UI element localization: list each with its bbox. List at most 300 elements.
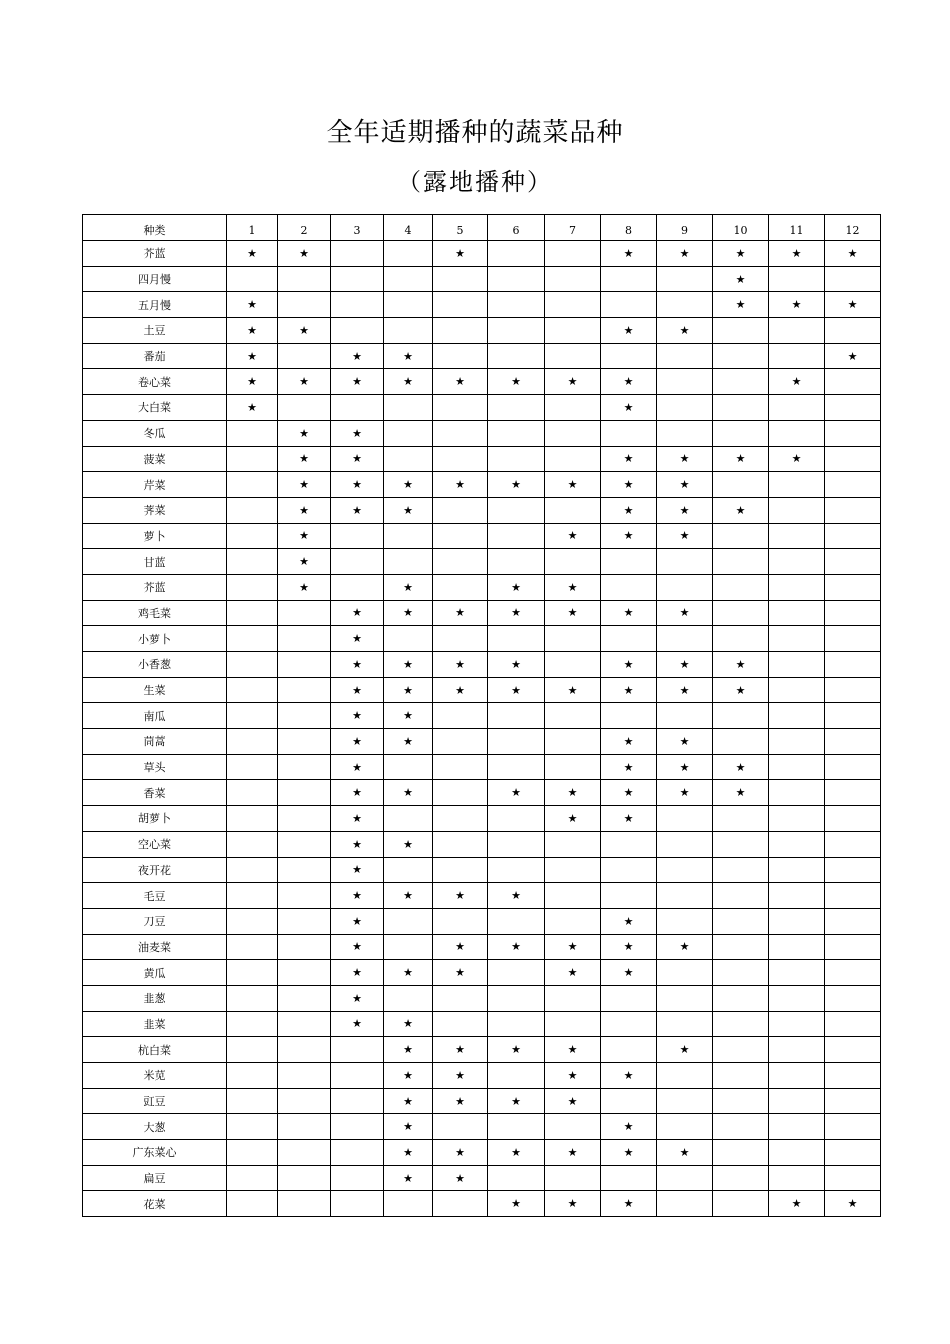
sowing-star-icon: ★ [657, 1140, 713, 1166]
empty-cell [713, 934, 769, 960]
empty-cell [601, 420, 657, 446]
empty-cell [331, 266, 384, 292]
empty-cell [713, 831, 769, 857]
month-header: 6 [488, 215, 545, 241]
sowing-star-icon: ★ [657, 318, 713, 344]
empty-cell [825, 1165, 881, 1191]
empty-cell [657, 1114, 713, 1140]
empty-cell [825, 729, 881, 755]
vegetable-name: 草头 [83, 754, 227, 780]
sowing-star-icon: ★ [488, 652, 545, 678]
empty-cell [769, 549, 825, 575]
empty-cell [488, 292, 545, 318]
sowing-star-icon: ★ [769, 446, 825, 472]
sowing-star-icon: ★ [384, 883, 433, 909]
empty-cell [657, 343, 713, 369]
empty-cell [601, 549, 657, 575]
vegetable-name: 韭菜 [83, 1011, 227, 1037]
empty-cell [433, 831, 488, 857]
empty-cell [384, 934, 433, 960]
vegetable-name: 甘蓝 [83, 549, 227, 575]
empty-cell [488, 318, 545, 344]
empty-cell [825, 1011, 881, 1037]
sowing-star-icon: ★ [384, 960, 433, 986]
empty-cell [433, 626, 488, 652]
month-header: 11 [769, 215, 825, 241]
table-row [83, 420, 881, 446]
table-row [83, 626, 881, 652]
sowing-star-icon: ★ [384, 677, 433, 703]
vegetable-name: 萝卜 [83, 523, 227, 549]
sowing-star-icon: ★ [769, 292, 825, 318]
sowing-star-icon: ★ [384, 652, 433, 678]
empty-cell [488, 395, 545, 421]
empty-cell [227, 652, 278, 678]
empty-cell [227, 420, 278, 446]
vegetable-name: 番茄 [83, 343, 227, 369]
empty-cell [713, 420, 769, 446]
empty-cell [825, 420, 881, 446]
empty-cell [601, 1088, 657, 1114]
sowing-star-icon: ★ [384, 497, 433, 523]
empty-cell [278, 908, 331, 934]
sowing-star-icon: ★ [433, 677, 488, 703]
month-header: 2 [278, 215, 331, 241]
empty-cell [433, 266, 488, 292]
table-row [83, 446, 881, 472]
empty-cell [488, 1011, 545, 1037]
vegetable-name: 荠菜 [83, 497, 227, 523]
sowing-star-icon: ★ [433, 241, 488, 267]
empty-cell [227, 523, 278, 549]
empty-cell [769, 1165, 825, 1191]
empty-cell [278, 780, 331, 806]
sowing-star-icon: ★ [227, 292, 278, 318]
sowing-star-icon: ★ [227, 369, 278, 395]
sowing-star-icon: ★ [331, 626, 384, 652]
empty-cell [825, 600, 881, 626]
sowing-star-icon: ★ [601, 754, 657, 780]
table-row [83, 1140, 881, 1166]
sowing-star-icon: ★ [433, 1037, 488, 1063]
vegetable-name: 土豆 [83, 318, 227, 344]
empty-cell [488, 626, 545, 652]
vegetable-name: 小香葱 [83, 652, 227, 678]
empty-cell [545, 626, 601, 652]
empty-cell [825, 446, 881, 472]
empty-cell [227, 497, 278, 523]
empty-cell [384, 523, 433, 549]
empty-cell [433, 395, 488, 421]
sowing-star-icon: ★ [331, 754, 384, 780]
empty-cell [769, 934, 825, 960]
sowing-star-icon: ★ [713, 497, 769, 523]
empty-cell [227, 1011, 278, 1037]
empty-cell [545, 549, 601, 575]
empty-cell [278, 600, 331, 626]
sowing-star-icon: ★ [384, 1011, 433, 1037]
sowing-star-icon: ★ [825, 343, 881, 369]
sowing-star-icon: ★ [769, 369, 825, 395]
sowing-star-icon: ★ [601, 934, 657, 960]
empty-cell [769, 1063, 825, 1089]
sowing-star-icon: ★ [713, 446, 769, 472]
vegetable-name: 花菜 [83, 1191, 227, 1217]
sowing-star-icon: ★ [331, 472, 384, 498]
empty-cell [384, 292, 433, 318]
empty-cell [278, 677, 331, 703]
sowing-star-icon: ★ [488, 883, 545, 909]
sowing-star-icon: ★ [545, 934, 601, 960]
empty-cell [825, 266, 881, 292]
empty-cell [278, 831, 331, 857]
empty-cell [227, 472, 278, 498]
empty-cell [769, 523, 825, 549]
empty-cell [227, 883, 278, 909]
sowing-star-icon: ★ [331, 420, 384, 446]
empty-cell [657, 908, 713, 934]
empty-cell [331, 1063, 384, 1089]
vegetable-name: 南瓜 [83, 703, 227, 729]
empty-cell [384, 626, 433, 652]
page-title: 全年适期播种的蔬菜品种 [326, 118, 624, 148]
empty-cell [227, 1191, 278, 1217]
empty-cell [657, 806, 713, 832]
table-row [83, 1088, 881, 1114]
sowing-star-icon: ★ [384, 343, 433, 369]
sowing-star-icon: ★ [227, 395, 278, 421]
empty-cell [488, 420, 545, 446]
empty-cell [227, 831, 278, 857]
empty-cell [278, 806, 331, 832]
empty-cell [227, 549, 278, 575]
empty-cell [488, 343, 545, 369]
sowing-star-icon: ★ [488, 369, 545, 395]
sowing-star-icon: ★ [433, 1140, 488, 1166]
empty-cell [713, 857, 769, 883]
empty-cell [713, 1088, 769, 1114]
vegetable-name: 香菜 [83, 780, 227, 806]
empty-cell [769, 703, 825, 729]
sowing-star-icon: ★ [384, 574, 433, 600]
empty-cell [769, 266, 825, 292]
empty-cell [657, 1063, 713, 1089]
sowing-star-icon: ★ [331, 806, 384, 832]
empty-cell [227, 857, 278, 883]
sowing-star-icon: ★ [384, 1037, 433, 1063]
table-row [83, 343, 881, 369]
table-row [83, 831, 881, 857]
sowing-star-icon: ★ [488, 677, 545, 703]
sowing-star-icon: ★ [601, 395, 657, 421]
empty-cell [488, 266, 545, 292]
empty-cell [825, 1037, 881, 1063]
table-row [83, 369, 881, 395]
vegetable-name: 生菜 [83, 677, 227, 703]
sowing-star-icon: ★ [433, 1165, 488, 1191]
empty-cell [227, 960, 278, 986]
empty-cell [488, 1165, 545, 1191]
empty-cell [331, 1165, 384, 1191]
empty-cell [713, 343, 769, 369]
sowing-star-icon: ★ [384, 1165, 433, 1191]
table-row [83, 934, 881, 960]
empty-cell [278, 754, 331, 780]
table-row [83, 292, 881, 318]
empty-cell [601, 857, 657, 883]
sowing-star-icon: ★ [713, 780, 769, 806]
empty-cell [769, 985, 825, 1011]
sowing-star-icon: ★ [657, 652, 713, 678]
empty-cell [825, 985, 881, 1011]
sowing-star-icon: ★ [488, 1140, 545, 1166]
table-row [83, 574, 881, 600]
sowing-star-icon: ★ [601, 497, 657, 523]
empty-cell [545, 908, 601, 934]
sowing-star-icon: ★ [657, 600, 713, 626]
vegetable-name: 毛豆 [83, 883, 227, 909]
empty-cell [278, 703, 331, 729]
empty-cell [227, 446, 278, 472]
empty-cell [433, 1114, 488, 1140]
empty-cell [657, 1011, 713, 1037]
sowing-star-icon: ★ [278, 497, 331, 523]
empty-cell [657, 857, 713, 883]
empty-cell [601, 1011, 657, 1037]
empty-cell [713, 1063, 769, 1089]
vegetable-name: 广东菜心 [83, 1140, 227, 1166]
empty-cell [825, 908, 881, 934]
sowing-star-icon: ★ [545, 1063, 601, 1089]
empty-cell [713, 395, 769, 421]
empty-cell [278, 934, 331, 960]
vegetable-name: 四月慢 [83, 266, 227, 292]
sowing-schedule-table [82, 214, 881, 1217]
empty-cell [825, 523, 881, 549]
sowing-star-icon: ★ [545, 472, 601, 498]
empty-cell [601, 703, 657, 729]
empty-cell [825, 574, 881, 600]
empty-cell [825, 883, 881, 909]
empty-cell [657, 549, 713, 575]
vegetable-name: 卷心菜 [83, 369, 227, 395]
empty-cell [278, 985, 331, 1011]
sowing-star-icon: ★ [331, 703, 384, 729]
empty-cell [825, 1140, 881, 1166]
empty-cell [384, 549, 433, 575]
empty-cell [384, 395, 433, 421]
month-header: 5 [433, 215, 488, 241]
table-row [83, 857, 881, 883]
empty-cell [601, 574, 657, 600]
empty-cell [227, 1063, 278, 1089]
table-row [83, 497, 881, 523]
empty-cell [278, 395, 331, 421]
empty-cell [488, 729, 545, 755]
sowing-star-icon: ★ [278, 574, 331, 600]
empty-cell [433, 574, 488, 600]
empty-cell [278, 266, 331, 292]
empty-cell [488, 241, 545, 267]
empty-cell [769, 600, 825, 626]
sowing-star-icon: ★ [331, 960, 384, 986]
empty-cell [769, 1088, 825, 1114]
empty-cell [769, 729, 825, 755]
vegetable-name: 豇豆 [83, 1088, 227, 1114]
sowing-star-icon: ★ [657, 241, 713, 267]
empty-cell [601, 266, 657, 292]
table-row [83, 266, 881, 292]
empty-cell [545, 754, 601, 780]
vegetable-name: 芥蓝 [83, 241, 227, 267]
sowing-star-icon: ★ [657, 729, 713, 755]
empty-cell [825, 626, 881, 652]
sowing-star-icon: ★ [769, 1191, 825, 1217]
empty-cell [825, 549, 881, 575]
empty-cell [713, 369, 769, 395]
empty-cell [769, 1140, 825, 1166]
empty-cell [769, 395, 825, 421]
empty-cell [713, 626, 769, 652]
sowing-star-icon: ★ [278, 523, 331, 549]
sowing-star-icon: ★ [433, 934, 488, 960]
empty-cell [657, 1165, 713, 1191]
empty-cell [545, 857, 601, 883]
sowing-star-icon: ★ [601, 600, 657, 626]
empty-cell [657, 831, 713, 857]
sowing-star-icon: ★ [278, 369, 331, 395]
sowing-star-icon: ★ [331, 857, 384, 883]
empty-cell [769, 343, 825, 369]
sowing-star-icon: ★ [601, 780, 657, 806]
page-subtitle: （露地播种） [397, 168, 553, 196]
sowing-star-icon: ★ [488, 780, 545, 806]
empty-cell [769, 960, 825, 986]
vegetable-name: 芹菜 [83, 472, 227, 498]
empty-cell [601, 985, 657, 1011]
corner-label: 种类 [83, 215, 227, 241]
vegetable-name: 大葱 [83, 1114, 227, 1140]
empty-cell [825, 934, 881, 960]
table-row [83, 1063, 881, 1089]
empty-cell [713, 806, 769, 832]
table-row [83, 883, 881, 909]
empty-cell [384, 446, 433, 472]
table-row [83, 241, 881, 267]
empty-cell [713, 985, 769, 1011]
empty-cell [227, 780, 278, 806]
empty-cell [227, 1088, 278, 1114]
sowing-star-icon: ★ [545, 1037, 601, 1063]
empty-cell [278, 1037, 331, 1063]
sowing-star-icon: ★ [825, 241, 881, 267]
sowing-star-icon: ★ [601, 523, 657, 549]
sowing-star-icon: ★ [384, 600, 433, 626]
empty-cell [825, 1088, 881, 1114]
sowing-star-icon: ★ [545, 960, 601, 986]
empty-cell [278, 626, 331, 652]
vegetable-name: 茼蒿 [83, 729, 227, 755]
table-row [83, 1114, 881, 1140]
empty-cell [488, 1063, 545, 1089]
empty-cell [713, 574, 769, 600]
empty-cell [769, 574, 825, 600]
empty-cell [545, 446, 601, 472]
empty-cell [713, 1011, 769, 1037]
vegetable-name: 冬瓜 [83, 420, 227, 446]
empty-cell [278, 1011, 331, 1037]
empty-cell [601, 292, 657, 318]
empty-cell [488, 831, 545, 857]
sowing-star-icon: ★ [601, 318, 657, 344]
sowing-star-icon: ★ [331, 497, 384, 523]
sowing-star-icon: ★ [601, 729, 657, 755]
sowing-star-icon: ★ [545, 1088, 601, 1114]
sowing-star-icon: ★ [384, 831, 433, 857]
empty-cell [331, 292, 384, 318]
empty-cell [227, 806, 278, 832]
sowing-star-icon: ★ [488, 1088, 545, 1114]
empty-cell [278, 1114, 331, 1140]
empty-cell [825, 703, 881, 729]
table-row [83, 780, 881, 806]
vegetable-name: 空心菜 [83, 831, 227, 857]
empty-cell [278, 343, 331, 369]
empty-cell [278, 883, 331, 909]
sowing-star-icon: ★ [657, 523, 713, 549]
table-row [83, 806, 881, 832]
sowing-star-icon: ★ [331, 831, 384, 857]
month-header: 8 [601, 215, 657, 241]
empty-cell [657, 960, 713, 986]
sowing-star-icon: ★ [278, 549, 331, 575]
sowing-star-icon: ★ [331, 985, 384, 1011]
empty-cell [825, 369, 881, 395]
empty-cell [713, 318, 769, 344]
empty-cell [825, 652, 881, 678]
month-header: 12 [825, 215, 881, 241]
sowing-star-icon: ★ [331, 369, 384, 395]
empty-cell [769, 472, 825, 498]
empty-cell [433, 446, 488, 472]
empty-cell [769, 626, 825, 652]
sowing-star-icon: ★ [657, 446, 713, 472]
vegetable-name: 刀豆 [83, 908, 227, 934]
sowing-star-icon: ★ [433, 883, 488, 909]
empty-cell [488, 754, 545, 780]
empty-cell [384, 754, 433, 780]
empty-cell [769, 754, 825, 780]
table-row [83, 652, 881, 678]
table-row [83, 395, 881, 421]
empty-cell [713, 1165, 769, 1191]
sowing-star-icon: ★ [384, 1114, 433, 1140]
empty-cell [657, 395, 713, 421]
empty-cell [825, 780, 881, 806]
sowing-star-icon: ★ [545, 369, 601, 395]
sowing-star-icon: ★ [713, 241, 769, 267]
sowing-star-icon: ★ [331, 677, 384, 703]
table-row [83, 1011, 881, 1037]
sowing-star-icon: ★ [825, 1191, 881, 1217]
sowing-star-icon: ★ [227, 343, 278, 369]
sowing-star-icon: ★ [601, 908, 657, 934]
empty-cell [278, 292, 331, 318]
empty-cell [433, 806, 488, 832]
sowing-star-icon: ★ [488, 1191, 545, 1217]
sowing-star-icon: ★ [488, 574, 545, 600]
empty-cell [433, 908, 488, 934]
